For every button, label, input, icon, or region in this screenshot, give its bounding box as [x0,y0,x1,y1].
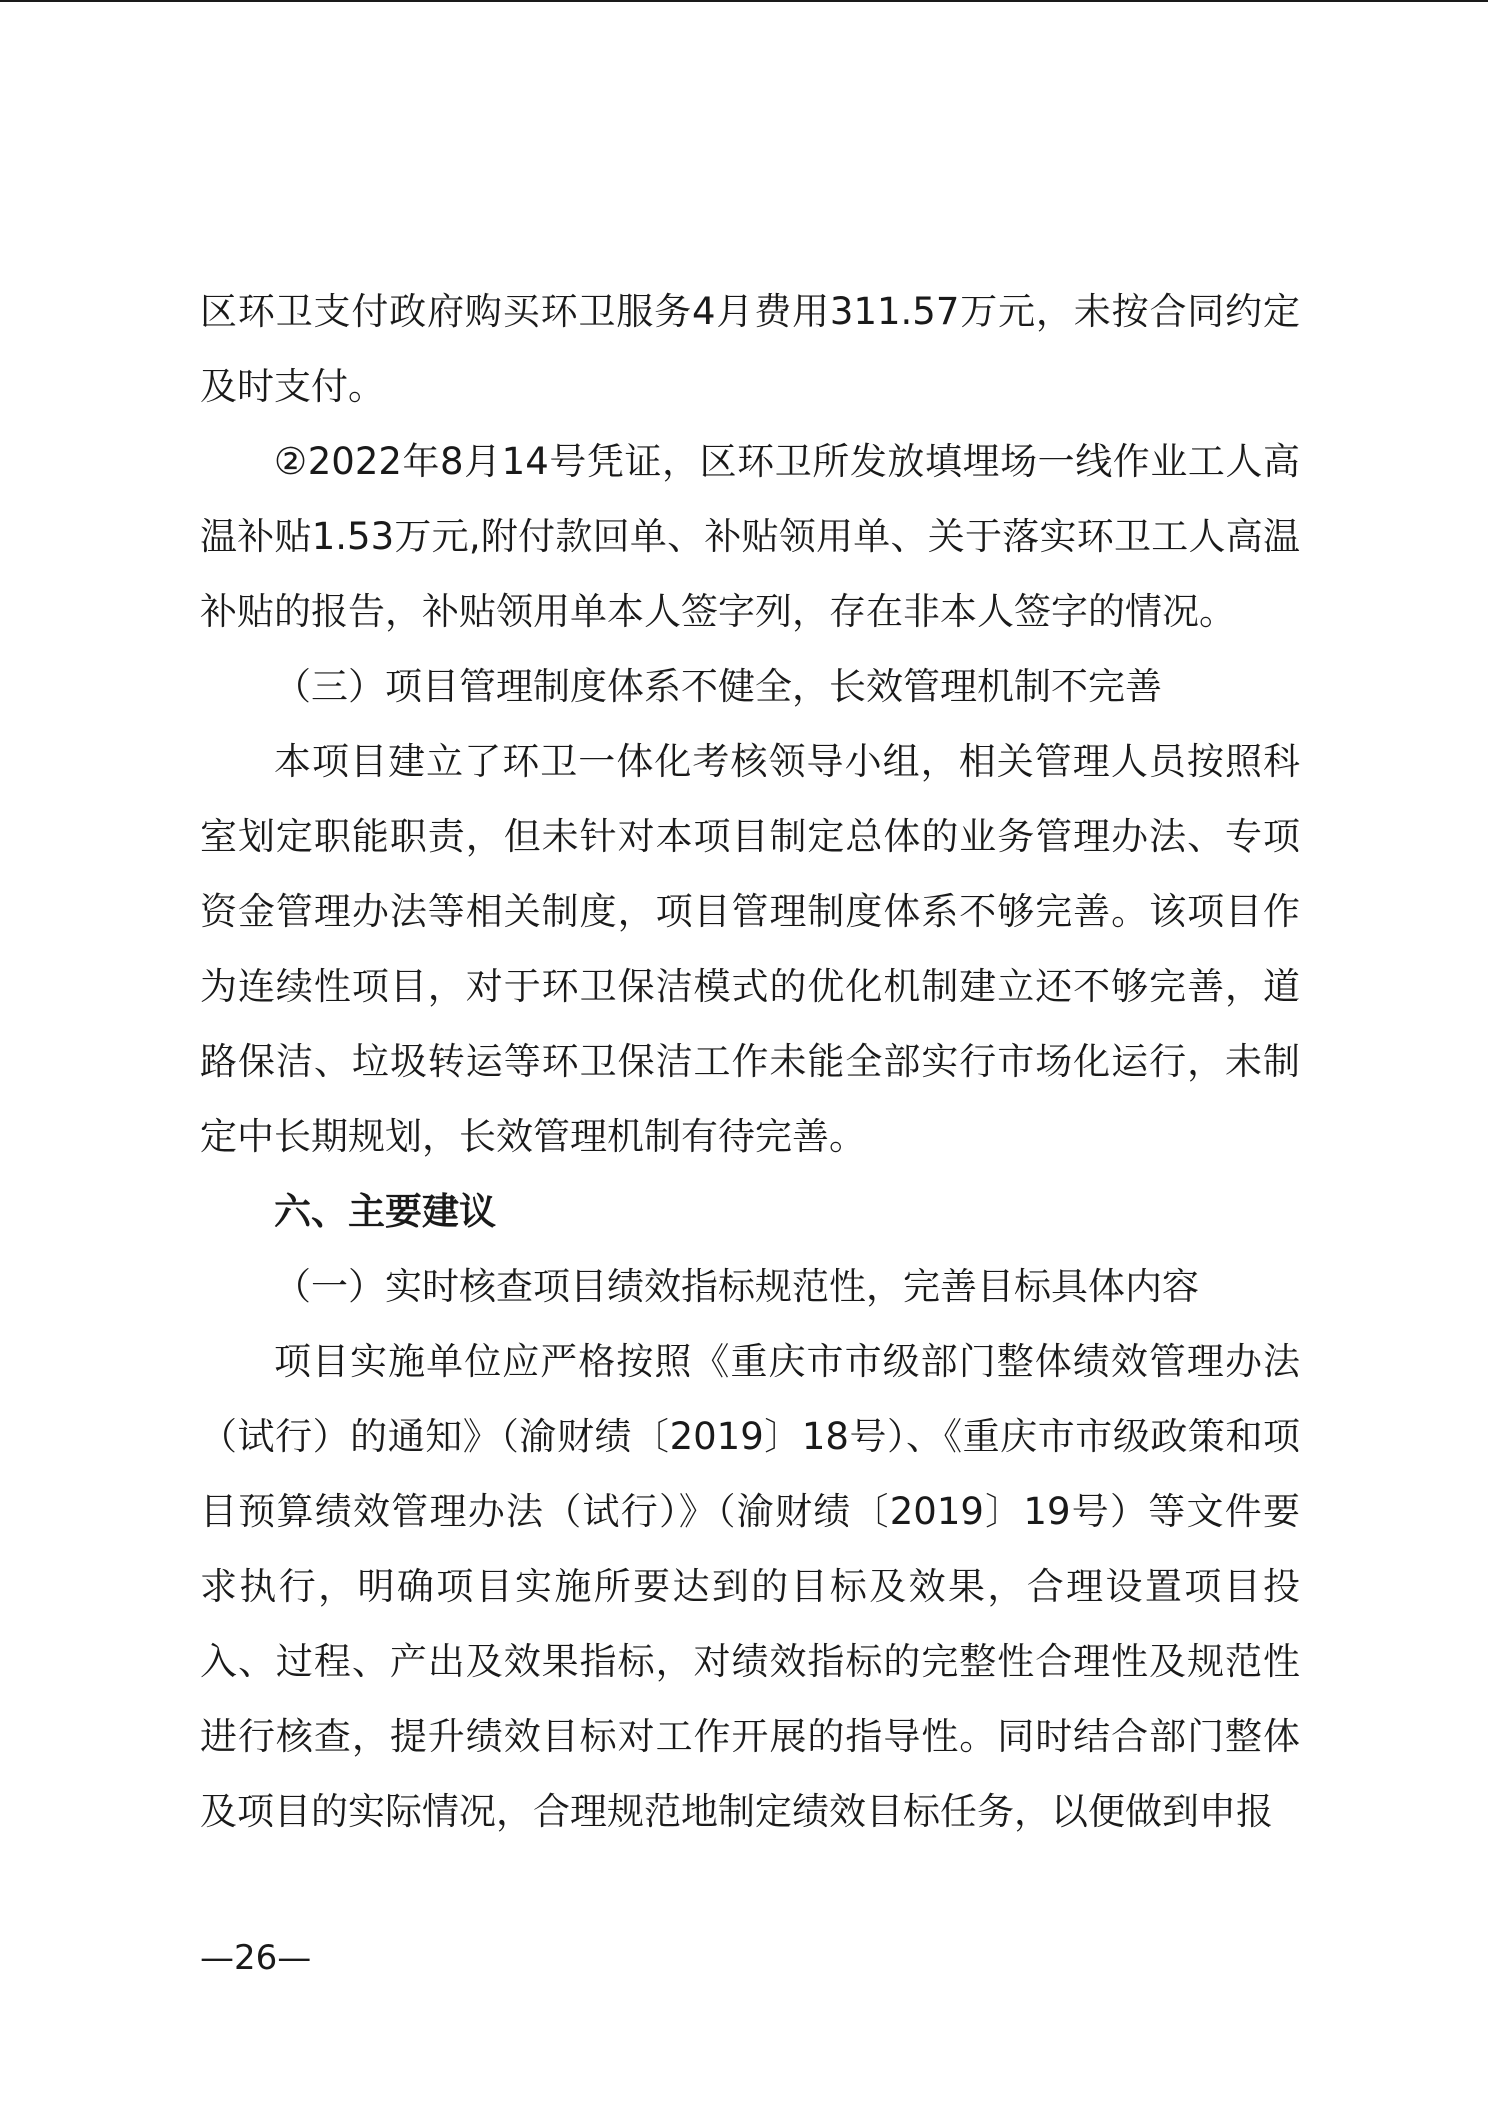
chapter-heading: 六、主要建议 [274,1190,496,1233]
paragraph: 区环卫支付政府购买环卫服务4月费用311.57万元，未按合同约定及时支付。 [200,290,1300,408]
paragraph: 本项目建立了环卫一体化考核领导小组，相关管理人员按照科室划定职能职责，但未针对本项目制定总体的业务管理办法、专项资金管理办法等相关制度，项目管理制度体系不够完善。该项目作为连续性项目，对于环卫保洁模式的优化机制建立还不够完善，道路保洁、垃圾转运等环卫保洁工作未能全部实行市场化运行，未制定中长期规划，长效管理机制有待完善。 [200,740,1300,1158]
paragraph: ②2022年8月14号凭证，区环卫所发放填埋场一线作业工人高温补贴1.53万元,附付款回单、补贴领用单、关于落实环卫工人高温补贴的报告，补贴领用单本人签字列，存在非本人签字的情况。 [200,440,1300,633]
section-heading: （三）项目管理制度体系不健全，长效管理机制不完善 [274,665,1162,708]
section-heading: （一）实时核查项目绩效指标规范性，完善目标具体内容 [274,1265,1199,1308]
paragraph: 项目实施单位应严格按照《重庆市市级部门整体绩效管理办法（试行）的通知》（渝财绩〔2019〕18号）、《重庆市市级政策和项目预算绩效管理办法（试行）》（渝财绩〔2019〕19号）等文件要求执行，明确项目实施所要达到的目标及效果，合理设置项目投入、过程、产出及效果指标，对绩效指标的完整性合理性及规范性进行核查，提升绩效目标对工作开展的指导性。同时结合部门整体及项目的实际情况，合理规范地制定绩效目标任务，以便做到申报 [200,1340,1300,1833]
document-body [200,274,1300,1849]
page-number: —26— [200,1938,312,1978]
